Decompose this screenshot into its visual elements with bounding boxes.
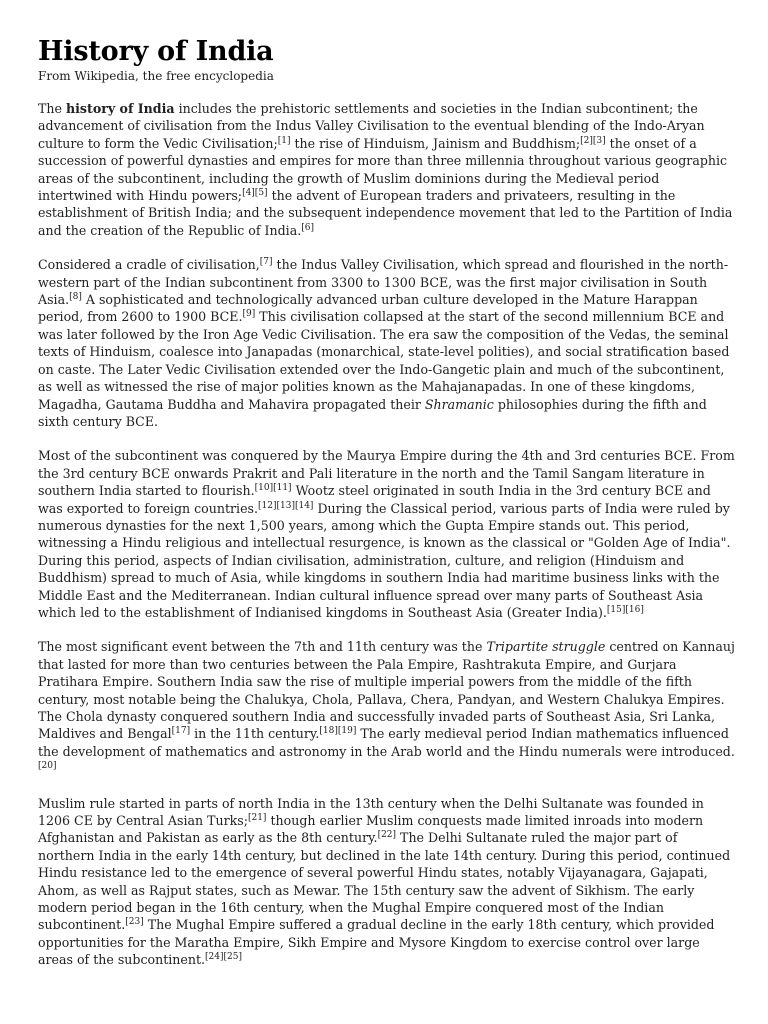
text: The (38, 101, 66, 116)
reference-link[interactable]: [20] (38, 761, 57, 772)
text: includes the prehistoric settlements and societies in the Indian subcontinent; the advancement of civilisation from the Indus Valley Civilisation to the eventual blending of the Indo-Aryan culture to form the Vedic Civilisation; (38, 101, 705, 151)
text: the onset of a succession of powerful dynasties and empires for more than three millennia throughout various geographic areas of the subcontinent, including the growth of Muslim dominions during the Medieval period intertwined with Hindu powers; (38, 135, 728, 204)
reference-link[interactable]: [23] (125, 917, 144, 928)
text: The early medieval period Indian mathematics influenced the development of mathematics and astronomy in the Arab world and the Hindu numerals were introduced. (38, 726, 735, 759)
reference-link[interactable]: [1] (277, 135, 291, 146)
text: The Mughal Empire suffered a gradual decline in the early 18th century, which provided opportunities for the Maratha Empire, Sikh Empire and Mysore Kingdom to exercise control over large areas of the subcontinent. (38, 917, 715, 968)
reference-link[interactable]: [15][16] (606, 604, 644, 615)
text: Muslim rule started in parts of north India in the 13th century when the Delhi Sultanate was founded in 1206 CE by Central Asian Turks; (38, 795, 704, 829)
bold-term: history of India (65, 101, 175, 116)
site-tagline: From Wikipedia, the free encyclopedia (38, 69, 274, 83)
text: philosophies during the fifth and sixth century BCE. (38, 396, 707, 429)
reference-link[interactable]: [4][5] (242, 188, 268, 199)
reference-link[interactable]: [17] (171, 726, 191, 737)
text: though earlier Muslim conquests made limited inroads into modern Afghanistan and Pakistan as early as the 8th century. (38, 813, 704, 846)
text: A sophisticated and technologically advanced urban culture developed in the Mature Harappan period, from 2600 to 1900 BCE. (38, 292, 698, 325)
italic-term: Tripartite struggle (486, 639, 606, 655)
text: Considered a cradle of civilisation, (38, 257, 260, 273)
article (38, 36, 736, 986)
reference-link[interactable]: [6] (301, 222, 314, 233)
reference-link[interactable]: [22] (377, 830, 397, 841)
text: centred on Kannauj that lasted for more than two centuries between the Pala Empire, Rashtrakuta Empire, and Gurjara Pratihara Empire. Southern India saw the rise of multiple imperial powers from the middle of the fifth century, most notable being the Chalukya, Chola, Pallava, Chera, Pandyan, and Western Chalukya Empires. The Chola dynasty conquered southern India and successfully invaded parts of Southeast Asia, Sri Lanka, Maldives and Bengal (38, 639, 735, 742)
reference-link[interactable]: [2][3] (580, 135, 606, 146)
paragraph-maurya-classical (38, 447, 736, 621)
text: the Indus Valley Civilisation, which spread and flourished in the north-western part of the Indian subcontinent from 3300 to 1300 BCE, was the first major civilisation in South Asia. (38, 257, 729, 308)
text: The most significant event between the 7th and 11th century was the (38, 639, 487, 655)
page-title: History of India (38, 36, 274, 67)
text: Most of the subcontinent was conquered by the Maurya Empire during the 4th and 3rd centuries BCE. From the 3rd century BCE onwards Prakrit and Pali literature in the north and the Tamil Sangam literature in southern India started to flourish. (38, 448, 735, 499)
text: This civilisation collapsed at the start of the second millennium BCE and was later followed by the Iron Age Vedic Civilisation. The era saw the composition of the Vedas, the seminal texts of Hinduism, coalesce into Janapadas (monarchical, state-level polities), and social stratification based on caste. The Later Vedic Civilisation extended over the Indo-Gangetic plain and much of the subcontinent, as well as witnessed the rise of major polities known as the Mahajanapadas. In one of these kingdoms, Magadha, Gautama Buddha and Mahavira propagated their (38, 309, 730, 412)
paragraph-medieval (38, 638, 736, 777)
italic-term: Shramanic (424, 396, 494, 412)
text: The Delhi Sultanate ruled the major part of northern India in the early 14th century, but declined in the late 14th century. During this period, continued Hindu resistance led to the emergence of several powerful Hindu states, notably Vijayanagara, Gajapati, Ahom, as well as Rajput states, such as Mewar. The 15th century saw the advent of Sikhism. The early modern period began in the 16th century, when the Mughal Empire conquered most of the Indian subcontinent. (38, 830, 731, 933)
reference-link[interactable]: [8] (69, 292, 82, 303)
text: Wootz steel originated in south India in the 3rd century BCE and was exported to foreign countries. (38, 483, 711, 516)
text: the rise of Hinduism, Jainism and Buddhism; (290, 135, 581, 151)
reference-link[interactable]: [7] (259, 257, 273, 268)
reference-link[interactable]: [9] (242, 309, 256, 320)
text: the advent of European traders and privateers, resulting in the establishment of British India; and the subsequent independence movement that led to the Partition of India and the creation of the Republic of India. (38, 188, 733, 238)
paragraph-muslim-mughal (38, 795, 736, 969)
text: in the 11th century. (190, 726, 320, 742)
paragraph-intro (38, 100, 736, 239)
reference-link[interactable]: [12][13][14] (258, 500, 314, 511)
text: During the Classical period, various parts of India were ruled by numerous dynasties for the next 1,500 years, among which the Gupta Empire stands out. This period, witnessing a Hindu religious and intellectual resurgence, is known as the classical or "Golden Age of India". During this period, aspects of Indian civilisation, administration, culture, and religion (Hinduism and Buddhism) spread to much of Asia, while kingdoms in southern India had maritime business links with the Middle East and the Mediterranean. Indian cultural influence spread over many parts of Southeast Asia which led to the establishment of Indianised kingdoms in Southeast Asia (Greater India). (38, 500, 731, 620)
reference-link[interactable]: [18][19] (319, 726, 357, 737)
reference-link[interactable]: [21] (247, 813, 267, 824)
paragraph-indus-vedic (38, 256, 736, 430)
reference-link[interactable]: [24][25] (205, 952, 242, 963)
reference-link[interactable]: [10][11] (254, 483, 292, 494)
